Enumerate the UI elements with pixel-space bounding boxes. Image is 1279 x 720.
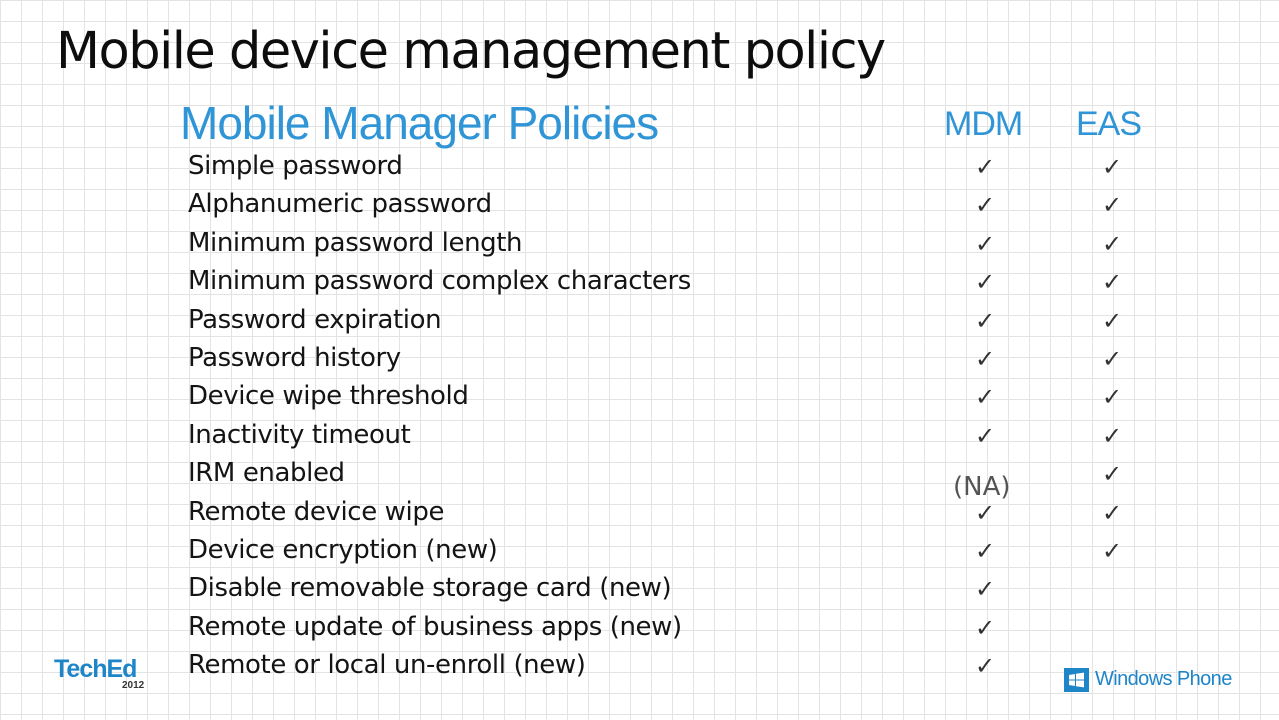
mdm-check-icon: ✓ [975, 613, 996, 642]
policy-label: Password expiration [188, 304, 442, 335]
policy-label: Device encryption (new) [188, 535, 498, 565]
windows-phone-logo [1064, 668, 1264, 694]
mdm-check-icon: ✓ [975, 306, 996, 335]
mdm-check-icon: ✓ [975, 421, 996, 450]
windows-phone-logo-text: Windows Phone [1095, 668, 1232, 690]
table-row [0, 612, 1279, 650]
policy-label: Minimum password complex characters [188, 266, 691, 297]
mdm-check-icon: ✓ [975, 498, 996, 527]
policy-label: Remote device wipe [188, 496, 445, 527]
mdm-check-icon: ✓ [975, 153, 996, 181]
eas-check-icon: ✓ [1102, 383, 1123, 412]
mdm-check-icon: ✓ [975, 383, 996, 412]
table-row [0, 458, 1279, 503]
policy-label: Password history [188, 343, 401, 373]
policy-label: Remote or local un-enroll (new) [188, 650, 586, 681]
teched-logo-year: 2012 [122, 680, 145, 691]
policy-label: Device wipe threshold [188, 381, 469, 412]
policy-label: Remote update of business apps (new) [188, 611, 682, 642]
teched-logo-text: TechEd [54, 655, 137, 683]
table-row [0, 266, 1279, 304]
mdm-check-icon: ✓ [975, 229, 996, 258]
table-row [0, 573, 1279, 611]
mdm-check-icon: ✓ [975, 191, 996, 220]
eas-check-icon: ✓ [1102, 421, 1123, 450]
eas-check-icon: ✓ [1102, 306, 1123, 335]
windows-flag-icon [1064, 668, 1089, 692]
mdm-check-icon: ✓ [975, 537, 996, 565]
table-row [0, 305, 1279, 343]
table-row [0, 343, 1279, 381]
table-row [0, 497, 1279, 535]
policy-label: Inactivity timeout [188, 419, 411, 450]
table-row [0, 151, 1279, 189]
mdm-na-text: (NA) [953, 472, 1011, 503]
eas-check-icon: ✓ [1102, 229, 1123, 258]
teched-logo [54, 655, 154, 695]
column-header-eas: EAS [1076, 105, 1142, 143]
mdm-check-icon: ✓ [975, 652, 996, 681]
slide-subtitle: Mobile Manager Policies [180, 97, 659, 149]
table-row [0, 381, 1279, 419]
column-header-mdm: MDM [944, 105, 1023, 143]
eas-check-icon: ✓ [1102, 537, 1123, 565]
policy-label: IRM enabled [188, 458, 345, 489]
policy-label: Simple password [188, 151, 403, 181]
policy-label: Alphanumeric password [188, 189, 492, 220]
policy-label: Disable removable storage card (new) [188, 573, 672, 604]
table-row [0, 535, 1279, 573]
eas-check-icon: ✓ [1102, 153, 1123, 181]
eas-check-icon: ✓ [1102, 191, 1123, 220]
eas-check-icon: ✓ [1102, 460, 1123, 489]
eas-check-icon: ✓ [1102, 498, 1123, 527]
table-row [0, 228, 1279, 266]
mdm-check-icon: ✓ [975, 345, 996, 373]
mdm-check-icon: ✓ [975, 575, 996, 604]
slide-title: Mobile device management policy [56, 22, 885, 81]
table-row [0, 420, 1279, 458]
policy-label: Minimum password length [188, 227, 523, 258]
eas-check-icon: ✓ [1102, 268, 1123, 297]
table-row [0, 189, 1279, 227]
mdm-check-icon: ✓ [975, 268, 996, 297]
eas-check-icon: ✓ [1102, 345, 1123, 373]
